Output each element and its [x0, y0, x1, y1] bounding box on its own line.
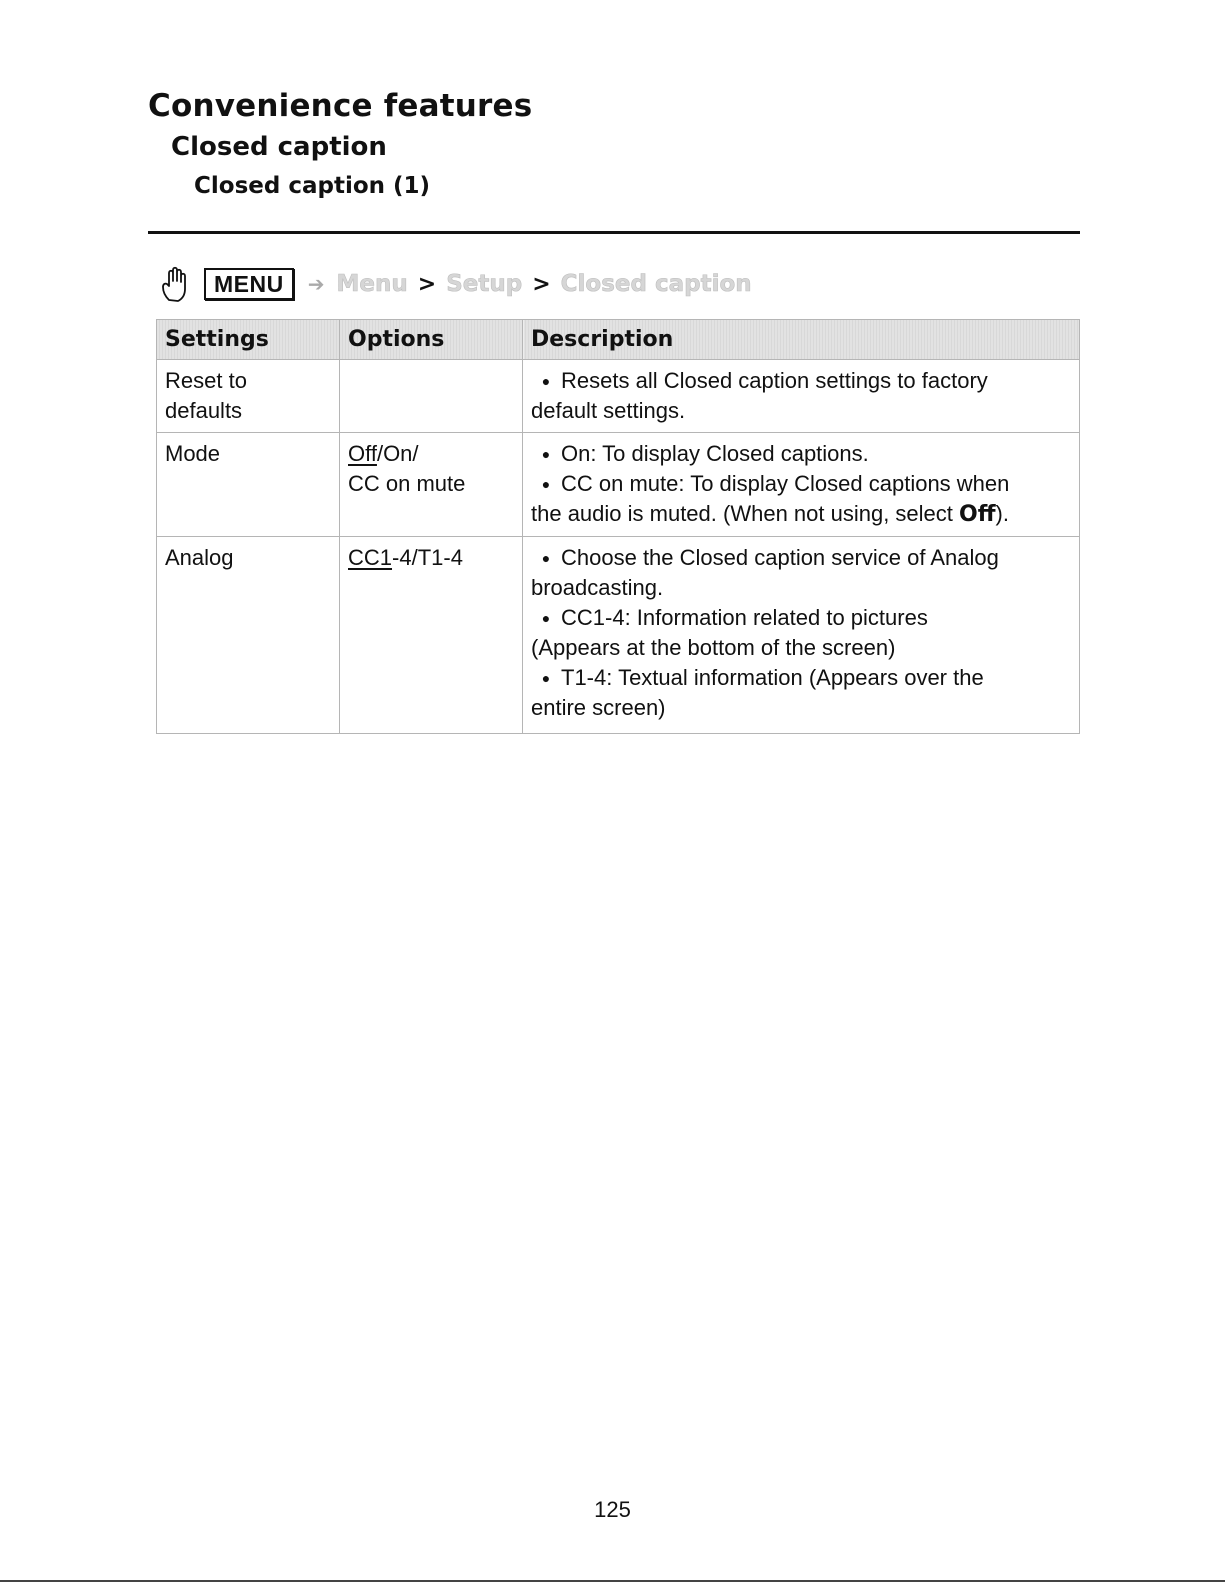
section-title: Convenience features: [148, 88, 533, 124]
crumb-menu[interactable]: Menu: [336, 271, 408, 297]
crumb-separator: >: [532, 271, 551, 297]
option-values: Off/On/: [348, 441, 419, 466]
options-cell: [340, 433, 523, 537]
bullet-icon: ●: [541, 550, 551, 566]
description-bullet: ● On: To display Closed captions.: [531, 439, 1071, 469]
description-cell: [523, 360, 1080, 433]
bullet-icon: ●: [541, 446, 551, 462]
description-bullet: ● T1-4: Textual information (Appears over the: [531, 663, 1071, 693]
table-row: [157, 537, 1080, 734]
description-text: the audio is muted. (When not using, select Off).: [531, 501, 1009, 527]
bullet-icon: ●: [541, 670, 551, 686]
hand-pointer-icon: [160, 265, 190, 303]
setting-label: Reset to: [165, 368, 247, 393]
description-bullet: ● Resets all Closed caption settings to factory: [531, 366, 1071, 396]
menu-key[interactable]: MENU: [204, 268, 294, 300]
default-option: Off: [348, 441, 377, 466]
bullet-icon: ●: [541, 373, 551, 389]
description-text: entire screen): [531, 695, 666, 720]
header-description: Description: [523, 320, 1080, 360]
setting-cell: [157, 433, 340, 537]
table-row: [157, 433, 1080, 537]
setting-cell: [157, 537, 340, 734]
option-values: CC on mute: [348, 471, 466, 496]
menu-navigation-path: [160, 264, 752, 304]
settings-table: [156, 319, 1080, 734]
header-options: Options: [340, 320, 523, 360]
subsection-title: Closed caption: [171, 132, 387, 162]
option-values: CC1-4/T1-4: [348, 545, 463, 570]
setting-label: Analog: [165, 545, 234, 570]
description-text: (Appears at the bottom of the screen): [531, 635, 896, 660]
setting-cell: [157, 360, 340, 433]
crumb-separator: >: [417, 271, 437, 297]
crumb-closed-caption[interactable]: Closed caption: [560, 271, 752, 297]
description-text: broadcasting.: [531, 575, 664, 600]
page-number: 125: [594, 1497, 631, 1522]
crumb-setup[interactable]: Setup: [446, 271, 523, 297]
description-bullet: ● CC on mute: To display Closed captions when: [531, 469, 1071, 499]
description-text: default settings.: [531, 398, 686, 423]
setting-label: defaults: [165, 398, 243, 423]
page-bottom-edge: [0, 1580, 1225, 1582]
options-cell: [340, 537, 523, 734]
description-bullet: ● CC1-4: Information related to pictures: [531, 603, 1071, 633]
description-cell: [523, 433, 1080, 537]
topic-title: Closed caption (1): [194, 173, 431, 199]
default-option: CC1: [348, 545, 393, 570]
description-cell: [523, 537, 1080, 734]
table-row: [157, 360, 1080, 433]
setting-label: Mode: [165, 441, 221, 466]
off-keyword: Off: [959, 502, 996, 527]
header-settings: Settings: [157, 320, 340, 360]
options-cell: [340, 360, 523, 433]
bullet-icon: ●: [541, 610, 551, 626]
arrow-right-icon: ➔: [307, 272, 325, 296]
bullet-icon: ●: [541, 476, 551, 492]
heading-divider: [148, 231, 1080, 234]
table-header-row: [157, 320, 1080, 360]
description-bullet: ● Choose the Closed caption service of Analog: [531, 543, 1071, 573]
